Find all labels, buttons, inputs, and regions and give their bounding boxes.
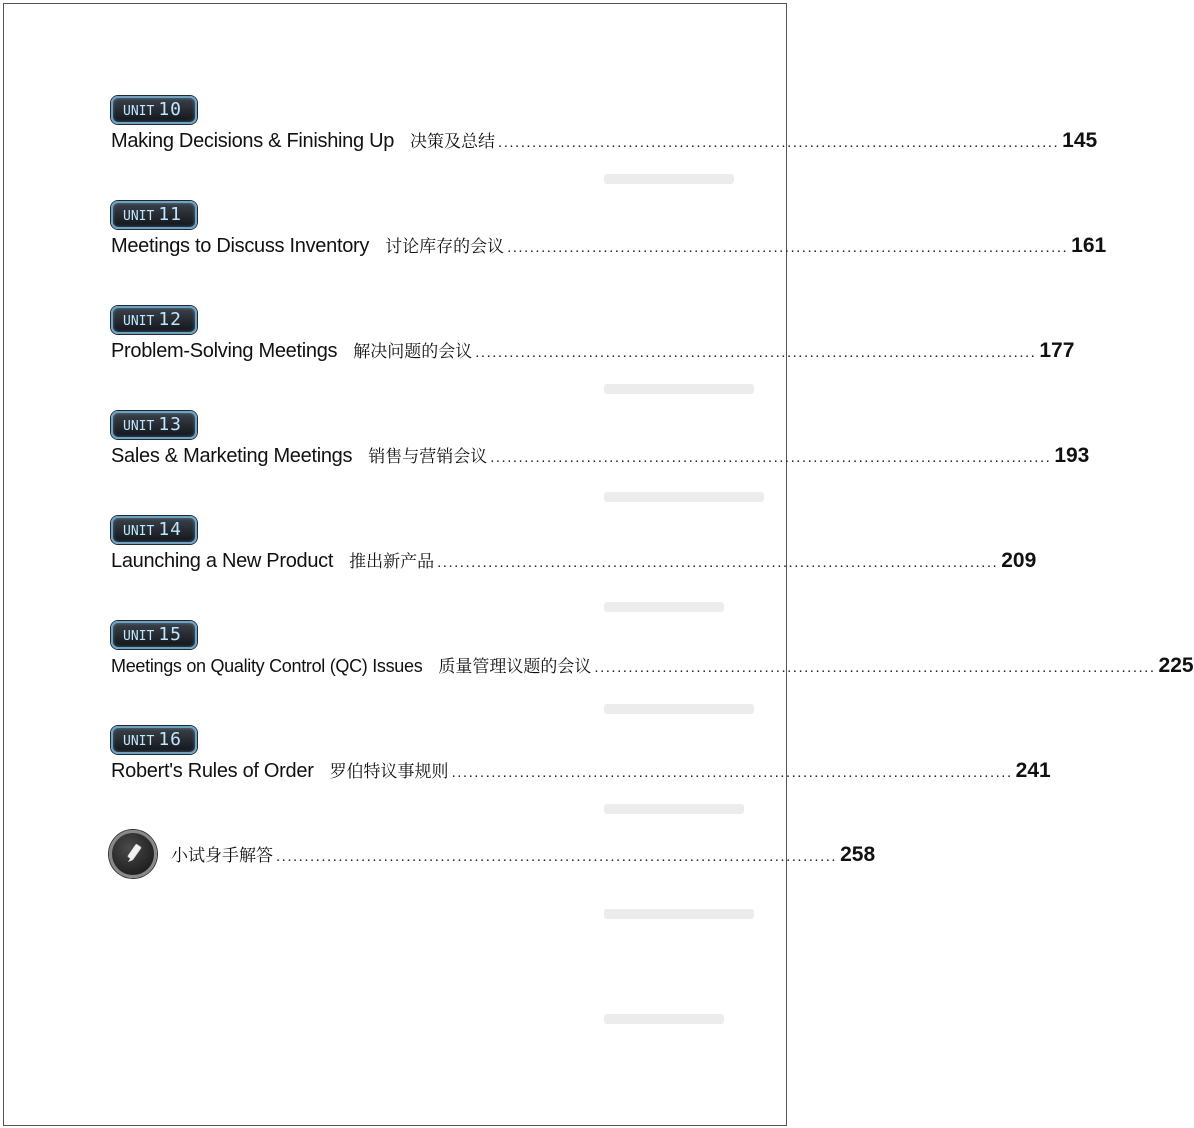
toc-entry[interactable] [111, 621, 1194, 678]
entry-title-zh: 小试身手解答 [171, 846, 273, 865]
dot-leader: ................................................................................................... [451, 764, 1013, 781]
entry-title-zh: 决策及总结 [410, 132, 496, 151]
unit-badge [111, 726, 197, 754]
toc-entry[interactable] [111, 96, 1098, 153]
unit-number: 15 [158, 624, 182, 645]
unit-label: UNIT [123, 419, 155, 434]
unit-badge [111, 621, 197, 649]
dot-leader: ................................................................................................... [437, 554, 999, 571]
entry-title: Problem-Solving Meetings [111, 340, 338, 362]
unit-badge [111, 411, 197, 439]
pencil-icon [109, 830, 157, 878]
page-number: 209 [1001, 549, 1037, 572]
toc-entry[interactable] [111, 306, 1075, 363]
unit-number: 13 [158, 414, 182, 435]
entry-title-zh: 解决问题的会议 [353, 342, 473, 361]
entry-title-zh: 推出新产品 [349, 552, 435, 571]
unit-number: 14 [158, 519, 182, 540]
unit-number: 16 [158, 729, 182, 750]
dot-leader: ................................................................................................... [276, 848, 838, 865]
page-number: 193 [1054, 444, 1090, 467]
page-number: 258 [840, 843, 876, 866]
unit-number: 11 [158, 204, 182, 225]
unit-badge [111, 201, 197, 229]
entry-title: Sales & Marketing Meetings [111, 445, 353, 467]
dot-leader: ................................................................................................... [594, 659, 1156, 676]
page-number: 177 [1039, 339, 1075, 362]
page-number: 145 [1062, 129, 1098, 152]
unit-label: UNIT [123, 209, 155, 224]
entry-title-zh: 讨论库存的会议 [385, 237, 505, 256]
unit-badge [111, 306, 197, 334]
dot-leader: ................................................................................................... [475, 344, 1037, 361]
unit-number: 12 [158, 309, 182, 330]
dot-leader: ................................................................................................... [507, 239, 1069, 256]
entry-title-zh: 销售与营销会议 [368, 447, 488, 466]
unit-badge [111, 96, 197, 124]
dot-leader: ................................................................................................... [490, 449, 1052, 466]
toc-entry[interactable] [111, 201, 1107, 258]
toc-entry[interactable] [111, 516, 1037, 573]
toc-entry[interactable] [111, 726, 1051, 783]
entry-title-zh: 罗伯特议事规则 [329, 762, 449, 781]
page-number: 161 [1071, 234, 1107, 257]
unit-label: UNIT [123, 734, 155, 749]
toc-entry[interactable] [111, 411, 1090, 468]
entry-title-zh: 质量管理议题的会议 [438, 657, 592, 676]
entry-title: Making Decisions & Finishing Up [111, 130, 395, 152]
page-number: 225 [1158, 654, 1194, 677]
unit-label: UNIT [123, 314, 155, 329]
unit-label: UNIT [123, 104, 155, 119]
unit-number: 10 [158, 99, 182, 120]
entry-title: Launching a New Product [111, 550, 334, 572]
document-page [3, 3, 1194, 1126]
dot-leader: ................................................................................................... [498, 134, 1060, 151]
entry-title: Robert's Rules of Order [111, 760, 314, 782]
unit-badge [111, 516, 197, 544]
entry-title: Meetings on Quality Control (QC) Issues [111, 656, 423, 676]
unit-label: UNIT [123, 524, 155, 539]
page-number: 241 [1015, 759, 1051, 782]
toc-entry-answers[interactable] [109, 830, 876, 878]
unit-label: UNIT [123, 629, 155, 644]
entry-title: Meetings to Discuss Inventory [111, 235, 370, 257]
